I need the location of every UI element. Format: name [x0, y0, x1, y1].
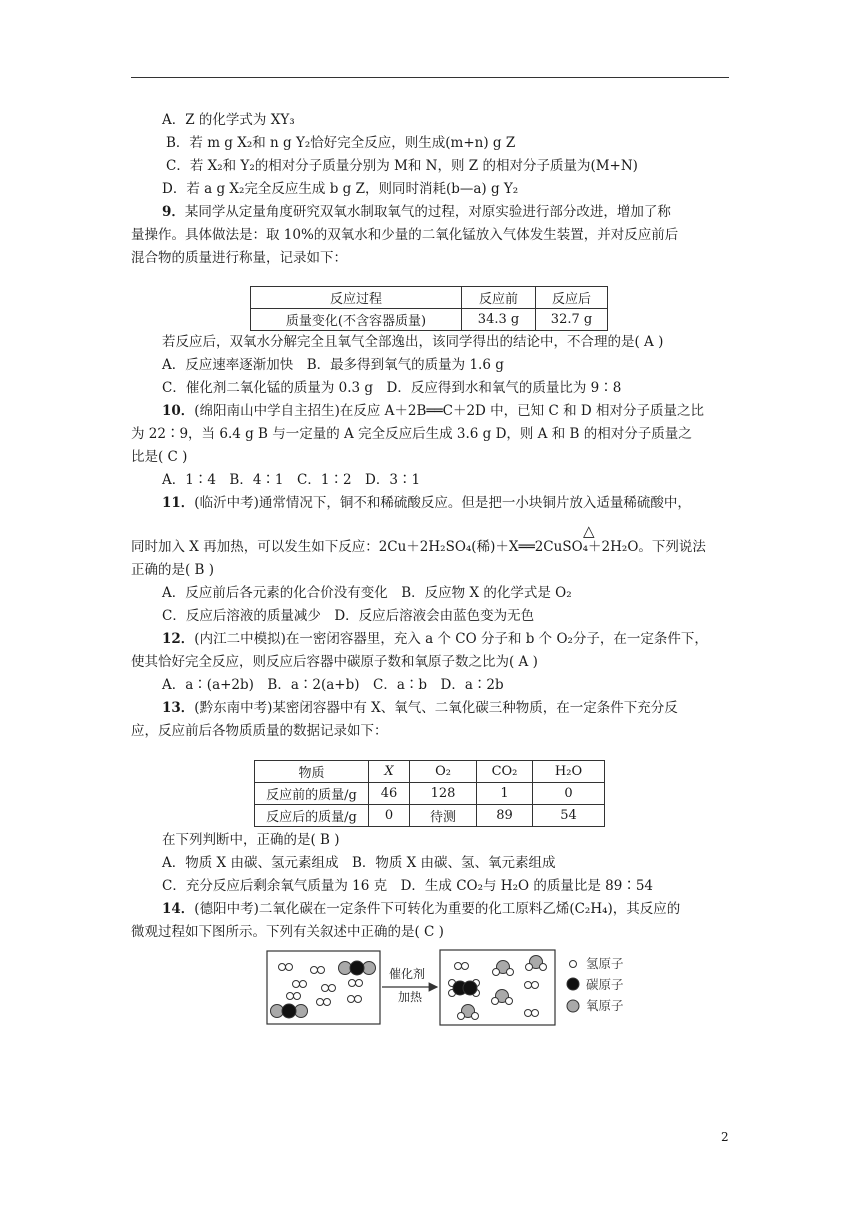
q14-stem: 14．(德阳中考)二氧化碳在一定条件下可转化为重要的化工原料乙烯(C₂H₄)，其反应的 — [162, 901, 681, 917]
legend-carbon: 碳原子 — [586, 977, 624, 992]
heat-label: 加热 — [398, 990, 423, 1004]
q11-stem: 11．(临沂中考)通常情况下，铜不和稀硫酸反应。但是把一小块铜片放入适量稀硫酸中， — [162, 495, 691, 511]
q8-option-b: B．若 m g X₂和 n g Y₂恰好完全反应，则生成(m+n) g Z — [166, 135, 516, 151]
q9-table-cell: 34.3 g — [462, 309, 536, 331]
q13-table-cell: 0 — [369, 805, 410, 827]
water-molecule — [458, 1005, 479, 1020]
hydrogen-molecule — [322, 985, 336, 992]
q11-equation: 同时加入 X 再加热，可以发生如下反应：2Cu＋2H₂SO₄(稀)＋X══2CuSO₄＋2H₂O。下列说法 — [131, 539, 706, 555]
q13-options-cd: C．充分反应后剩余氧气质量为 16 克 D．生成 CO₂与 H₂O 的质量比是 89∶54 — [162, 878, 653, 894]
q13-table-header: O₂ — [410, 761, 477, 783]
q9-table-header: 反应前 — [462, 287, 536, 309]
q14-number: 14． — [162, 901, 195, 917]
carbon-dioxide-molecule — [271, 1004, 308, 1018]
carbon-atom-icon — [567, 978, 579, 990]
carbon-dioxide-molecule — [339, 961, 376, 975]
q10-number: 10． — [162, 403, 195, 419]
q13-table-cell: 0 — [533, 783, 605, 805]
q9-table-cell: 32.7 g — [536, 309, 608, 331]
q9-number: 9． — [162, 204, 185, 220]
q9-table-header: 反应过程 — [251, 287, 462, 309]
hydrogen-molecule — [525, 1010, 539, 1017]
q10-stem-cont: 为 22∶9，当 6.4 g B 与一定量的 A 完全反应后生成 3.6 g D，则 A 和 B 的相对分子质量之 — [131, 426, 692, 442]
legend-hydrogen: 氢原子 — [586, 956, 624, 971]
q9-table-cell: 质量变化(不含容器质量) — [251, 309, 462, 331]
hydrogen-molecule — [311, 967, 325, 974]
q13-table-cell: 待测 — [410, 805, 477, 827]
q11-options-cd: C．反应后溶液的质量减少 D．反应后溶液会由蓝色变为无色 — [162, 608, 535, 624]
oxygen-atom-icon — [567, 1000, 579, 1012]
q11-answer: 正确的是( B ) — [131, 562, 215, 578]
q8-option-d: D．若 a g X₂完全反应生成 b g Z，则同时消耗(b—a) g Y₂ — [162, 181, 519, 197]
hydrogen-molecule — [279, 964, 293, 971]
q10-options: A．1∶4 B．4∶1 C．1∶2 D．3∶1 — [162, 472, 421, 488]
q13-table-cell: 89 — [477, 805, 533, 827]
q14-stem-cont: 微观过程如下图所示。下列有关叙述中正确的是( C ) — [131, 924, 444, 940]
hydrogen-molecule — [287, 993, 301, 1000]
q13-stem-cont: 应，反应前后各物质质量的数据记录如下： — [131, 723, 388, 739]
water-molecule — [493, 961, 514, 976]
water-molecule — [492, 990, 513, 1005]
legend-oxygen: 氧原子 — [586, 998, 624, 1013]
q13-stem: 13．(黔东南中考)某密闭容器中有 X、氧气、二氧化碳三种物质，在一定条件下充分反 — [162, 700, 678, 716]
q13-table-header: CO₂ — [477, 761, 533, 783]
q10-answer: 比是( C ) — [131, 449, 188, 465]
hydrogen-molecule — [455, 963, 469, 970]
q13-table-cell: 反应后的质量/g — [255, 805, 369, 827]
q13-number: 13． — [162, 700, 195, 716]
q13-table-cell: 反应前的质量/g — [255, 783, 369, 805]
hydrogen-molecule — [348, 996, 362, 1003]
q8-option-a: A．Z 的化学式为 XY₃ — [162, 112, 295, 128]
q9-stem: 9．某同学从定量角度研究双氧水制取氧气的过程，对原实验进行部分改进，增加了称 — [162, 204, 671, 220]
water-molecule — [526, 956, 547, 971]
q13-table-header: 物质 — [255, 761, 369, 783]
q13-table-cell: 1 — [477, 783, 533, 805]
ethylene-molecule — [449, 980, 480, 997]
q10-stem: 10．(绵阳南山中学自主招生)在反应 A＋2B══C＋2D 中，已知 C 和 D 相对分子质量之比 — [162, 403, 704, 419]
q13-table-header: H₂O — [533, 761, 605, 783]
hydrogen-atom-icon — [570, 961, 577, 968]
q12-stem-cont: 使其恰好完全反应，则反应后容器中碳原子数和氧原子数之比为( A ) — [131, 654, 538, 670]
q13-options-ab: A．物质 X 由碳、氢元素组成 B．物质 X 由碳、氢、氧元素组成 — [162, 855, 556, 871]
hydrogen-molecule — [293, 981, 307, 988]
q13-table-header: X — [369, 761, 410, 783]
q12-options: A．a∶(a+2b) B．a∶2(a+b) C．a∶b D．a∶2b — [162, 677, 504, 693]
q9-options-cd: C．催化剂二氧化锰的质量为 0.3 g D．反应得到水和氧气的质量比为 9∶8 — [162, 380, 622, 396]
q8-option-c: C．若 X₂和 Y₂的相对分子质量分别为 M和 N，则 Z 的相对分子质量为(M+N) — [166, 158, 638, 174]
q13-question: 在下列判断中，正确的是( B ) — [162, 832, 340, 848]
q9-options-ab: A．反应速率逐渐加快 B．最多得到氧气的质量为 1.6 g — [162, 357, 504, 373]
heat-triangle: △ — [583, 522, 595, 540]
q13-table-cell: 128 — [410, 783, 477, 805]
catalyst-label: 催化剂 — [389, 967, 426, 981]
q9-table-header: 反应后 — [536, 287, 608, 309]
page-number: 2 — [721, 1130, 729, 1144]
q13-table-cell: 46 — [369, 783, 410, 805]
hydrogen-molecule — [317, 999, 331, 1006]
q12-number: 12． — [162, 631, 195, 647]
q11-number: 11． — [162, 495, 195, 511]
q11-options-ab: A．反应前后各元素的化合价没有变化 B．反应物 X 的化学式是 O₂ — [162, 585, 572, 601]
q9-stem-cont: 量操作。具体做法是：取 10%的双氧水和少量的二氧化锰放入气体发生装置，并对反应前后 — [131, 227, 679, 243]
q12-stem: 12．(内江二中模拟)在一密闭容器里，充入 a 个 CO 分子和 b 个 O₂分子，在一定条件下， — [162, 631, 708, 647]
hydrogen-molecule — [525, 982, 539, 989]
q13-table-cell: 54 — [533, 805, 605, 827]
q9-stem-cont2: 混合物的质量进行称量，记录如下： — [131, 250, 347, 266]
q9-question: 若反应后，双氧水分解完全且氧气全部逸出，该同学得出的结论中，不合理的是( A ) — [162, 334, 664, 350]
hydrogen-molecule — [349, 980, 363, 987]
